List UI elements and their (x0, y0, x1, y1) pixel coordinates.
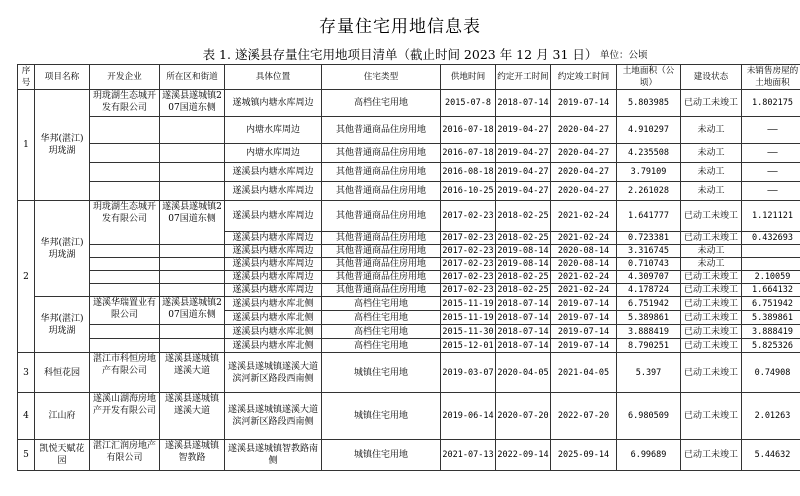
district: 遂溪县遂城镇遂溪大道 (160, 353, 225, 393)
housing-type: 城镇住宅用地 (322, 353, 441, 393)
start-date: 2018-07-14 (497, 326, 549, 337)
table-caption: 表 1. 遂溪县存量住宅用地项目清单（截止时间 2023 年 12 月 31 日） (202, 47, 598, 62)
project-name: 科恒花园 (35, 353, 90, 393)
land-area: 8.790251 (617, 339, 681, 353)
location: 遂溪县遂城镇智教路南侧 (225, 440, 322, 471)
start-date: 2018-02-25 (496, 201, 551, 232)
housing-type: 其他普通商品住房用地 (322, 182, 441, 201)
row-number: 3 (18, 353, 35, 393)
build-status: 未动工 (681, 163, 742, 182)
completion-date: 2021-04-05 (551, 353, 617, 393)
build-status: 已动工未竣工 (681, 201, 742, 232)
start-date: 2019-04-27 (496, 163, 551, 182)
unsold-area: 5.44632 (742, 440, 800, 471)
developer: 遂溪华瑞置业有限公司 (90, 297, 160, 325)
location: 遂溪县内塘水库周边 (225, 163, 322, 182)
build-status: 未动工 (681, 144, 742, 163)
housing-type: 其他普通商品住房用地 (322, 284, 441, 297)
unsold-area: 0.74908 (742, 353, 800, 393)
table-row (18, 245, 800, 258)
unsold-area: 1.664132 (742, 284, 800, 297)
build-status: 未动工 (681, 258, 742, 271)
location: 内塘水库周边 (225, 144, 322, 163)
housing-type: 高档住宅用地 (322, 325, 441, 339)
unsold-area: 6.751942 (742, 297, 800, 311)
supply-date: 2021-07-13 (441, 440, 496, 471)
housing-type: 高档住宅用地 (322, 311, 441, 325)
table-row (18, 271, 800, 284)
header-cell: 未销售房屋的土地面积 (742, 65, 800, 90)
build-status: 已动工未竣工 (681, 393, 742, 440)
build-status: 已动工未竣工 (681, 339, 742, 353)
district: 遂溪县遂城镇207国道东侧 (160, 201, 225, 245)
land-area: 0.710743 (617, 258, 681, 271)
completion-date: 2020-04-27 (551, 117, 617, 144)
unsold-area: —— (742, 182, 800, 201)
unsold-area: —— (742, 163, 800, 182)
unsold-area: 5.389861 (742, 311, 800, 325)
location: 遂溪县遂城镇遂溪大道滨河新区路段西南侧 (225, 393, 322, 440)
completion-date: 2022-07-20 (551, 393, 617, 440)
housing-type: 其他普通商品住房用地 (322, 163, 441, 182)
table-row (18, 201, 800, 232)
location: 内塘水库周边 (225, 117, 322, 144)
unsold-area (742, 258, 800, 271)
table-row (18, 325, 800, 339)
start-date: 2019-04-27 (496, 117, 551, 144)
completion-date: 2019-07-14 (551, 325, 617, 339)
supply-date: 2019-03-07 (441, 353, 496, 393)
supply-date: 2017-02-23 (442, 272, 494, 282)
completion-date: 2019-07-14 (551, 297, 617, 311)
unit-label: 单位：公顷 (600, 50, 648, 61)
start-date: 2019-04-27 (496, 144, 551, 163)
housing-type: 高档住宅用地 (322, 339, 441, 353)
land-area: 2.261028 (617, 182, 681, 201)
housing-type: 高档住宅用地 (322, 297, 441, 311)
land-area: 3.316745 (617, 245, 681, 258)
start-date: 2018-07-14 (496, 90, 551, 117)
housing-type: 其他普通商品住房用地 (322, 245, 441, 258)
housing-type: 高档住宅用地 (322, 90, 441, 117)
developer (90, 245, 160, 258)
developer: 遂溪山湖海房地产开发有限公司 (90, 393, 160, 440)
project-name: 江山府 (35, 393, 90, 440)
build-status: 已动工未竣工 (681, 271, 742, 284)
land-area: 5.803985 (617, 90, 681, 117)
unsold-area: 1.802175 (742, 90, 800, 117)
district (160, 163, 225, 182)
start-date: 2020-07-20 (496, 393, 551, 440)
table-row (18, 297, 800, 311)
land-area: 4.235508 (617, 144, 681, 163)
land-area: 6.751942 (617, 297, 681, 311)
row-number: 4 (18, 393, 35, 440)
district: 遂溪县遂城镇207国道东侧 (160, 90, 225, 117)
unsold-area: 0.432693 (742, 232, 800, 245)
developer (90, 271, 160, 284)
supply-date: 2015-11-19 (442, 312, 494, 323)
completion-date: 2021-02-24 (551, 232, 617, 245)
build-status: 已动工未竣工 (681, 232, 742, 245)
location: 遂溪县内塘水库周边 (225, 182, 322, 201)
district (160, 339, 225, 353)
build-status: 已动工未竣工 (681, 311, 742, 325)
start-date: 2019-08-14 (497, 259, 549, 269)
start-date: 2018-02-25 (497, 285, 549, 295)
unsold-area: 3.888419 (742, 325, 800, 339)
table-row (18, 258, 800, 271)
completion-date: 2021-02-24 (551, 271, 617, 284)
start-date: 2019-04-27 (496, 182, 551, 201)
location: 遂溪县内塘水库北侧 (225, 297, 322, 311)
build-status: 未动工 (681, 245, 742, 258)
housing-type: 城镇住宅用地 (322, 393, 441, 440)
location: 遂城镇内塘水库周边 (225, 90, 322, 117)
completion-date: 2019-07-14 (551, 311, 617, 325)
header-cell: 住宅类型 (322, 65, 441, 90)
land-area: 4.309707 (617, 271, 681, 284)
header-cell: 约定开工时间 (496, 65, 551, 90)
row-number: 5 (18, 440, 35, 471)
location: 遂溪县内塘水库周边 (225, 201, 322, 232)
table-row (18, 144, 800, 163)
district (160, 325, 225, 339)
district (160, 182, 225, 201)
start-date: 2020-04-05 (496, 353, 551, 393)
table-row (18, 182, 800, 201)
build-status: 已动工未竣工 (681, 284, 742, 297)
header-cell: 所在区和街道 (160, 65, 225, 90)
unsold-area: —— (742, 117, 800, 144)
location: 遂溪县内塘水库北侧 (225, 339, 322, 353)
land-area: 5.389861 (617, 311, 681, 325)
housing-type: 其他普通商品住房用地 (322, 117, 441, 144)
start-date: 2018-07-14 (497, 340, 549, 351)
build-status: 已动工未竣工 (681, 90, 742, 117)
supply-date: 2017-02-23 (442, 233, 494, 243)
project-name: 华邦(湛江)玥珑湖 (35, 90, 90, 201)
land-area: 6.980509 (617, 393, 681, 440)
header-cell: 建设状态 (681, 65, 742, 90)
developer: 湛江汇润房地产有限公司 (90, 440, 160, 471)
supply-date: 2015-07-8 (441, 90, 496, 117)
completion-date: 2020-08-14 (551, 258, 617, 271)
district (160, 144, 225, 163)
housing-type: 城镇住宅用地 (322, 440, 441, 471)
developer (90, 144, 160, 163)
completion-date: 2020-08-14 (551, 245, 617, 258)
start-date: 2018-07-14 (497, 312, 549, 323)
completion-date: 2020-04-27 (551, 144, 617, 163)
location: 遂溪县内塘水库周边 (225, 232, 322, 245)
table-row (18, 163, 800, 182)
land-info-table (17, 64, 800, 471)
land-area: 5.397 (617, 353, 681, 393)
location: 遂溪县内塘水库北侧 (225, 325, 322, 339)
build-status: 未动工 (681, 182, 742, 201)
housing-type: 其他普通商品住房用地 (322, 271, 441, 284)
supply-date: 2017-02-23 (442, 285, 494, 295)
table-row (18, 339, 800, 353)
supply-date: 2017-02-23 (442, 259, 494, 269)
build-status: 已动工未竣工 (681, 325, 742, 339)
supply-date: 2017-02-23 (442, 246, 494, 256)
district (160, 117, 225, 144)
location: 遂溪县内塘水库周边 (225, 271, 322, 284)
developer (90, 284, 160, 297)
developer (90, 325, 160, 339)
header-cell: 土地面积（公顷） (617, 65, 681, 90)
unsold-area: 2.01263 (742, 393, 800, 440)
header-row (18, 65, 800, 90)
land-area: 3.79109 (617, 163, 681, 182)
row-number: 1 (18, 90, 35, 201)
district: 遂溪县遂城镇智教路 (160, 440, 225, 471)
supply-date: 2015-11-19 (442, 298, 494, 309)
completion-date: 2021-02-24 (551, 201, 617, 232)
start-date: 2018-02-25 (497, 233, 549, 243)
housing-type: 其他普通商品住房用地 (322, 258, 441, 271)
housing-type: 其他普通商品住房用地 (322, 232, 441, 245)
unsold-area (742, 245, 800, 258)
table-row (18, 117, 800, 144)
developer (90, 117, 160, 144)
table-row (18, 440, 800, 471)
unsold-area: 2.10059 (742, 271, 800, 284)
supply-date: 2016-10-25 (441, 182, 496, 201)
district: 遂溪县遂城镇遂溪大道 (160, 393, 225, 440)
header-cell: 具体位置 (225, 65, 322, 90)
supply-date: 2015-11-30 (442, 326, 494, 337)
district (160, 284, 225, 297)
location: 遂溪县遂城镇遂溪大道滨河新区路段西南侧 (225, 353, 322, 393)
supply-date: 2016-07-18 (441, 117, 496, 144)
unsold-area: —— (742, 144, 800, 163)
completion-date: 2019-07-14 (551, 339, 617, 353)
table-row (18, 393, 800, 440)
table-body (18, 90, 800, 471)
build-status: 已动工未竣工 (681, 297, 742, 311)
developer: 玥珑湖生态城开发有限公司 (90, 201, 160, 245)
location: 遂溪县内塘水库北侧 (225, 311, 322, 325)
district (160, 258, 225, 271)
header-cell: 序号 (18, 65, 35, 90)
land-area: 3.888419 (617, 325, 681, 339)
developer (90, 163, 160, 182)
supply-date: 2019-06-14 (441, 393, 496, 440)
start-date: 2018-07-14 (497, 298, 549, 309)
completion-date: 2020-04-27 (551, 182, 617, 201)
land-area: 1.641777 (617, 201, 681, 232)
completion-date: 2025-09-14 (551, 440, 617, 471)
completion-date: 2019-07-14 (551, 90, 617, 117)
housing-type: 其他普通商品住房用地 (322, 144, 441, 163)
location: 遂溪县内塘水库周边 (225, 258, 322, 271)
table-row (18, 353, 800, 393)
supply-date: 2016-07-18 (441, 144, 496, 163)
start-date: 2022-09-14 (496, 440, 551, 471)
build-status: 未动工 (681, 117, 742, 144)
header-cell: 供地时间 (441, 65, 496, 90)
row-number: 2 (18, 201, 35, 353)
table-row (18, 90, 800, 117)
developer (90, 258, 160, 271)
district (160, 245, 225, 258)
page-title: 存量住宅用地信息表 (319, 17, 481, 37)
build-status: 已动工未竣工 (681, 440, 742, 471)
project-name: 华邦(湛江)玥珑湖 (35, 297, 90, 353)
developer (90, 339, 160, 353)
developer: 湛江市科恒房地产有限公司 (90, 353, 160, 393)
header-cell: 开发企业 (90, 65, 160, 90)
table-row (18, 284, 800, 297)
supply-date: 2017-02-23 (441, 201, 496, 232)
land-area: 4.910297 (617, 117, 681, 144)
completion-date: 2021-02-24 (551, 284, 617, 297)
supply-date: 2015-12-01 (442, 340, 494, 351)
unsold-area: 5.825326 (742, 339, 800, 353)
unsold-area: 1.121121 (742, 201, 800, 232)
land-area: 6.99689 (617, 440, 681, 471)
developer: 玥珑湖生态城开发有限公司 (90, 90, 160, 117)
district (160, 271, 225, 284)
header-cell: 项目名称 (35, 65, 90, 90)
supply-date: 2016-08-18 (441, 163, 496, 182)
completion-date: 2020-04-27 (551, 163, 617, 182)
build-status: 已动工未竣工 (681, 353, 742, 393)
land-area: 0.723381 (617, 232, 681, 245)
start-date: 2018-02-25 (497, 272, 549, 282)
land-area: 4.178724 (617, 284, 681, 297)
location: 遂溪县内塘水库周边 (225, 245, 322, 258)
start-date: 2019-08-14 (497, 246, 549, 256)
project-name: 凯悦天赋花园 (35, 440, 90, 471)
location: 遂溪县内塘水库周边 (225, 284, 322, 297)
district: 遂溪县遂城镇207国道东侧 (160, 297, 225, 325)
developer (90, 182, 160, 201)
header-cell: 约定竣工时间 (551, 65, 617, 90)
project-name: 华邦(湛江)玥珑湖 (35, 201, 90, 297)
housing-type: 其他普通商品住房用地 (322, 201, 441, 232)
